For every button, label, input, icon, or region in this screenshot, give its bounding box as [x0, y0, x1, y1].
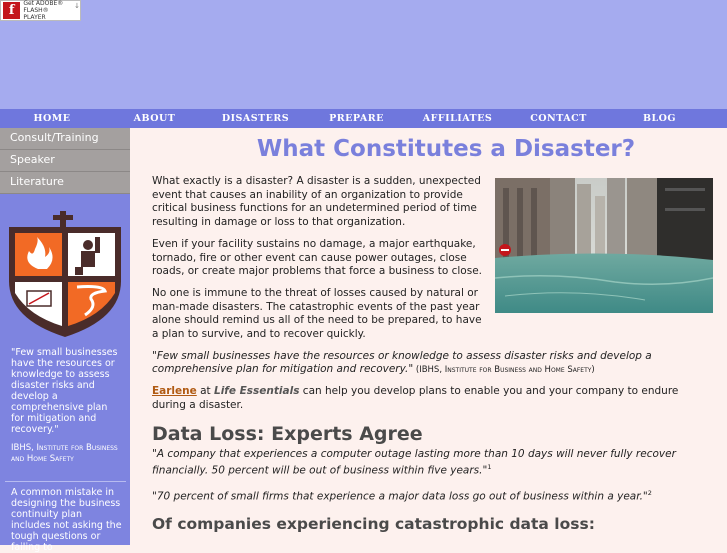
flash-badge-line1: Get ADOBE® [23, 0, 64, 7]
sidebar-item-literature[interactable]: Literature [0, 172, 130, 194]
impact-paragraph: Even if your facility sustains no damage, a major earthquake, tornado, fire or other event can cause power outages, close roads, or create major problems that force a business to close. [152, 237, 482, 278]
earlene-link[interactable]: Earlene [152, 385, 197, 398]
main-content [152, 134, 700, 534]
nav-blog[interactable]: BLOG [642, 113, 677, 124]
ibhs-cite-prefix: (IBHS, [413, 365, 445, 376]
nav-contact[interactable]: CONTACT [530, 113, 587, 124]
sidebar-item-consult-training[interactable]: Consult/Training [0, 128, 130, 150]
header-banner [0, 0, 727, 109]
small-firms-quote [152, 487, 712, 504]
ibhs-quote-text: "Few small businesses have the resources or knowledge to assess disaster risks and develop a comprehensive plan for mitigation and recovery." [152, 349, 652, 376]
sidebar-quote-citation [11, 443, 123, 465]
sidebar-quote [11, 347, 123, 465]
sidebar-divider [5, 481, 126, 482]
data-loss-heading: Data Loss: Experts Agree [152, 422, 423, 445]
outage-footnote-ref[interactable]: 1 [487, 463, 492, 472]
ibhs-cite-suffix: ) [591, 365, 595, 376]
outage-quote-text: "A company that experiences a computer outage lasting more than 10 days will never fully recover financially. 50 percent will be out of business within five years." [152, 447, 676, 477]
ibhs-cite-org: Institute for Business and Home Safety [444, 365, 592, 376]
sidebar-cite-org: Institute for Business and Home Safety [11, 443, 118, 464]
sidebar-cite-prefix: IBHS, [11, 443, 37, 453]
nav-disasters[interactable]: DISASTERS [221, 113, 290, 124]
nav-prepare[interactable]: PREPARE [329, 113, 384, 124]
sidebar-quote-text: "Few small businesses have the resources or knowledge to assess disaster risks and develop a comprehensive plan for mitigation and recovery." [11, 347, 118, 435]
sidebar-item-speaker[interactable]: Speaker [0, 150, 130, 172]
small-firms-footnote-ref[interactable]: 2 [647, 489, 652, 498]
nav-home[interactable]: HOME [33, 113, 71, 124]
small-firms-quote-text: "70 percent of small firms that experience a major data loss go out of business within a year." [152, 490, 648, 503]
nav-about[interactable]: ABOUT [133, 113, 176, 124]
main-nav [0, 109, 727, 128]
catastrophic-loss-heading: Of companies experiencing catastrophic data loss: [152, 514, 595, 533]
flash-badge-line2: FLASH® PLAYER [23, 7, 49, 21]
help-at: at [196, 385, 214, 398]
help-rest: can help you develop plans to enable you and your company to endure during a disaster. [152, 385, 679, 411]
life-essentials-name: Life Essentials [214, 385, 300, 398]
outage-quote [152, 448, 707, 479]
get-flash-player-badge[interactable] [0, 0, 81, 21]
threat-paragraph: No one is immune to the threat of losses caused by natural or man-made disasters. The catastrophic events of the past year alone should remind us all of the need to be prepared, to have a plan to survive, and to recover quickly. [152, 286, 482, 341]
flooded-street-photo [495, 178, 713, 313]
nav-affiliates[interactable]: AFFILIATES [422, 113, 493, 124]
sidebar [0, 128, 130, 553]
intro-paragraph: What exactly is a disaster? A disaster is a sudden, unexpected event that causes an inability of an organization to provide critical business functions for an undetermined period of time resulting in damage or loss to that organization. [152, 175, 481, 229]
sidebar-note: A common mistake in designing the business continuity plan includes not asking the tough questions or failing to [11, 487, 122, 553]
flash-logo-icon: f [3, 2, 20, 19]
ibhs-quote [152, 350, 712, 378]
crest-logo [5, 211, 125, 341]
page-title: What Constitutes a Disaster? [256, 136, 636, 162]
help-paragraph [152, 385, 700, 412]
download-arrow-icon: ↓ [74, 2, 80, 10]
